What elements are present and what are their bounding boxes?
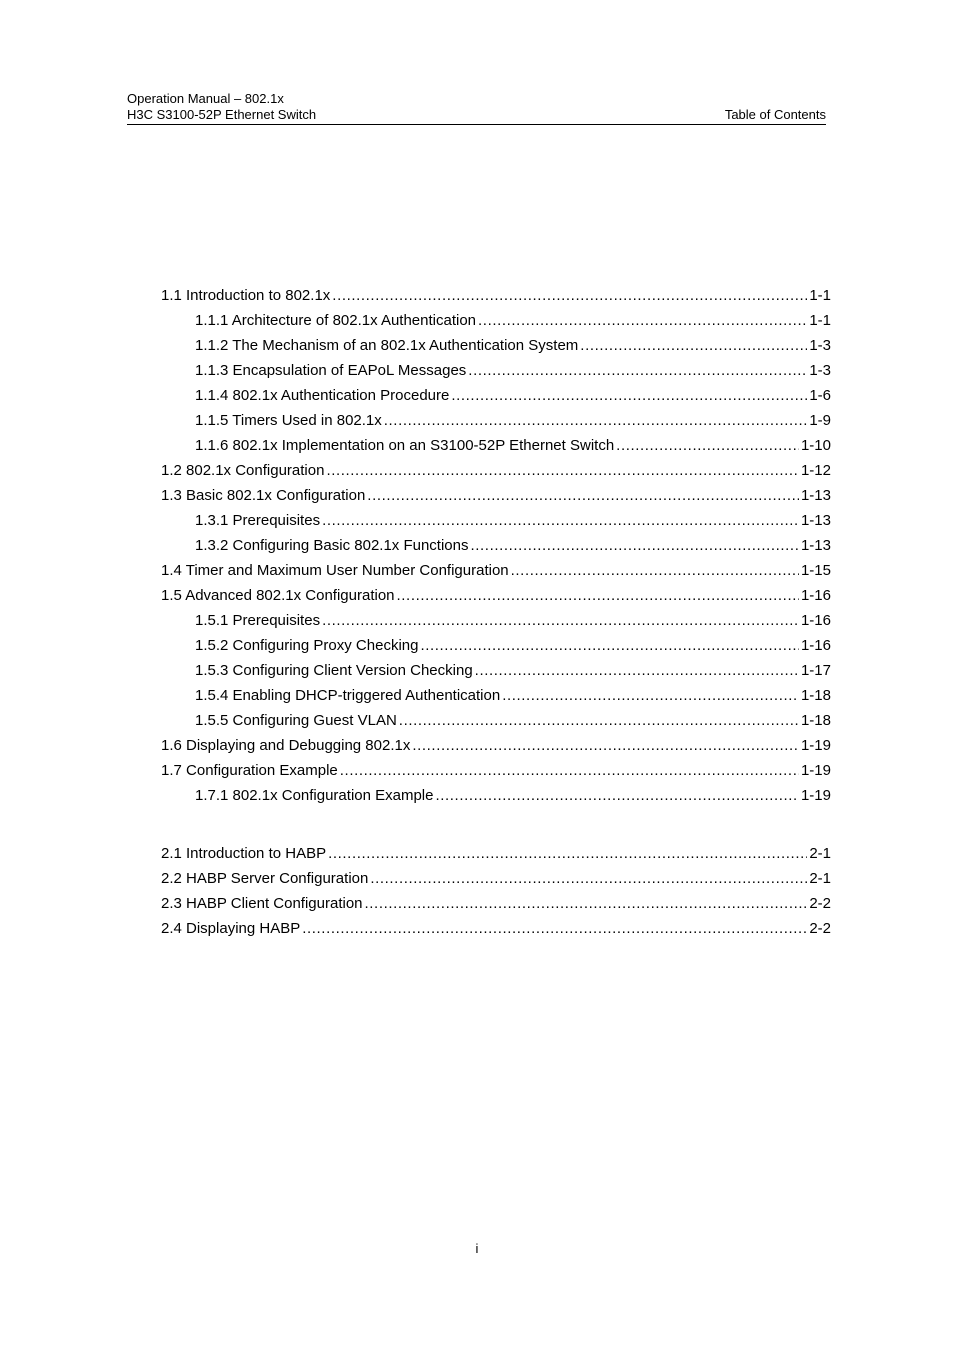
toc-leader-dots xyxy=(451,386,807,406)
toc-entry-page: 1-16 xyxy=(800,637,831,654)
toc-entry[interactable] xyxy=(161,844,831,864)
toc-entry[interactable] xyxy=(161,461,831,481)
toc-leader-dots xyxy=(340,761,799,781)
toc-entry-page: 2-1 xyxy=(809,845,831,862)
toc-entry-page: 1-3 xyxy=(809,362,831,379)
toc-entry[interactable] xyxy=(161,286,831,306)
toc-entry-page: 1-12 xyxy=(800,462,831,479)
toc-entry-page: 1-17 xyxy=(800,662,831,679)
toc-leader-dots xyxy=(322,611,799,631)
toc-entry-title: 1.5.1 Prerequisites xyxy=(195,612,321,629)
toc-entry-page: 1-6 xyxy=(809,387,831,404)
toc-leader-dots xyxy=(412,736,799,756)
toc-entry[interactable] xyxy=(195,361,831,381)
toc-entry[interactable] xyxy=(195,611,831,631)
toc-leader-dots xyxy=(367,486,799,506)
page-header xyxy=(127,91,826,125)
toc-entry[interactable] xyxy=(195,786,831,806)
toc-entry-title: 1.2 802.1x Configuration xyxy=(161,462,325,479)
toc-leader-dots xyxy=(365,894,808,914)
toc-entry-title: 2.4 Displaying HABP xyxy=(161,920,301,937)
toc-entry[interactable] xyxy=(161,561,831,581)
toc-entry[interactable] xyxy=(161,586,831,606)
toc-leader-dots xyxy=(302,919,807,939)
toc-entry-page: 2-2 xyxy=(809,895,831,912)
toc-entry-page: 1-18 xyxy=(800,712,831,729)
toc-entry-page: 1-13 xyxy=(800,487,831,504)
toc-entry-title: 1.5.4 Enabling DHCP-triggered Authentication xyxy=(195,687,501,704)
toc-entry-title: 1.1.4 802.1x Authentication Procedure xyxy=(195,387,450,404)
toc-entry-title: 1.7 Configuration Example xyxy=(161,762,338,779)
toc-entry-title: 1.6 Displaying and Debugging 802.1x xyxy=(161,737,411,754)
toc-entry[interactable] xyxy=(195,661,831,681)
toc-entry-page: 1-19 xyxy=(800,737,831,754)
toc-entry-page: 1-19 xyxy=(800,762,831,779)
toc-leader-dots xyxy=(511,561,799,581)
toc-entry-title: 1.1 Introduction to 802.1x xyxy=(161,287,331,304)
toc-entry-title: 1.5.5 Configuring Guest VLAN xyxy=(195,712,397,729)
toc-entry-title: 1.5 Advanced 802.1x Configuration xyxy=(161,587,395,604)
toc-leader-dots xyxy=(468,361,807,381)
toc-entry[interactable] xyxy=(195,711,831,731)
toc-entry[interactable] xyxy=(195,636,831,656)
toc-entry-title: 1.3 Basic 802.1x Configuration xyxy=(161,487,366,504)
toc-leader-dots xyxy=(322,511,799,531)
toc-leader-dots xyxy=(397,586,799,606)
toc-entry-title: 1.7.1 802.1x Configuration Example xyxy=(195,787,434,804)
toc-entry[interactable] xyxy=(161,919,831,939)
toc-entry-page: 1-15 xyxy=(800,562,831,579)
toc-entry[interactable] xyxy=(161,736,831,756)
toc-entry-title: 1.3.1 Prerequisites xyxy=(195,512,321,529)
toc-entry-title: 1.1.3 Encapsulation of EAPoL Messages xyxy=(195,362,467,379)
header-manual-title: Operation Manual – 802.1x xyxy=(127,91,284,106)
toc-entry-page: 1-18 xyxy=(800,687,831,704)
toc-entry-page: 1-13 xyxy=(800,537,831,554)
toc-entry-page: 1-9 xyxy=(809,412,831,429)
toc-leader-dots xyxy=(502,686,799,706)
toc-entry[interactable] xyxy=(195,411,831,431)
toc-entry-page: 2-2 xyxy=(809,920,831,937)
toc-entry-title: 1.1.1 Architecture of 802.1x Authentication xyxy=(195,312,477,329)
page-number: i xyxy=(475,1241,479,1256)
toc-entry-page: 1-1 xyxy=(809,287,831,304)
toc-leader-dots xyxy=(399,711,799,731)
toc-leader-dots xyxy=(475,661,799,681)
toc-entry-page: 1-3 xyxy=(809,337,831,354)
toc-entry-page: 1-16 xyxy=(800,612,831,629)
toc-leader-dots xyxy=(328,844,807,864)
toc-entry-title: 1.1.5 Timers Used in 802.1x xyxy=(195,412,382,429)
toc-entry[interactable] xyxy=(195,311,831,331)
toc-entry[interactable] xyxy=(195,511,831,531)
toc-entry-page: 1-1 xyxy=(809,312,831,329)
toc-entry-title: 2.1 Introduction to HABP xyxy=(161,845,327,862)
toc-entry[interactable] xyxy=(161,894,831,914)
toc-entry-title: 1.5.2 Configuring Proxy Checking xyxy=(195,637,419,654)
toc-entry-title: 2.2 HABP Server Configuration xyxy=(161,870,369,887)
header-product-name: H3C S3100-52P Ethernet Switch xyxy=(127,107,317,122)
toc-leader-dots xyxy=(616,436,799,456)
toc-entry-page: 1-10 xyxy=(800,437,831,454)
toc-entry[interactable] xyxy=(195,686,831,706)
toc-entry[interactable] xyxy=(161,869,831,889)
toc-entry-title: 1.4 Timer and Maximum User Number Configuration xyxy=(161,562,509,579)
toc-entry-title: 1.3.2 Configuring Basic 802.1x Functions xyxy=(195,537,469,554)
toc-leader-dots xyxy=(435,786,798,806)
toc-entry-page: 2-1 xyxy=(809,870,831,887)
toc-entry[interactable] xyxy=(195,386,831,406)
toc-leader-dots xyxy=(326,461,799,481)
toc-leader-dots xyxy=(370,869,807,889)
toc-entry-title: 1.1.2 The Mechanism of an 802.1x Authentication System xyxy=(195,337,579,354)
toc-leader-dots xyxy=(384,411,808,431)
toc-entry-title: 1.1.6 802.1x Implementation on an S3100-52P Ethernet Switch xyxy=(195,437,615,454)
toc-leader-dots xyxy=(420,636,799,656)
toc-entry-title: 1.5.3 Configuring Client Version Checking xyxy=(195,662,473,679)
toc-entry-page: 1-16 xyxy=(800,587,831,604)
toc-entry[interactable] xyxy=(161,486,831,506)
toc-entry-page: 1-19 xyxy=(800,787,831,804)
toc-entry-page: 1-13 xyxy=(800,512,831,529)
toc-entry[interactable] xyxy=(195,336,831,356)
toc-entry-title: 2.3 HABP Client Configuration xyxy=(161,895,363,912)
toc-leader-dots xyxy=(471,536,799,556)
toc-entry[interactable] xyxy=(195,436,831,456)
toc-leader-dots xyxy=(478,311,807,331)
toc-entry[interactable] xyxy=(195,536,831,556)
toc-leader-dots xyxy=(580,336,807,356)
toc-entry[interactable] xyxy=(161,761,831,781)
toc-leader-dots xyxy=(332,286,807,306)
header-section-name: Table of Contents xyxy=(724,107,826,122)
